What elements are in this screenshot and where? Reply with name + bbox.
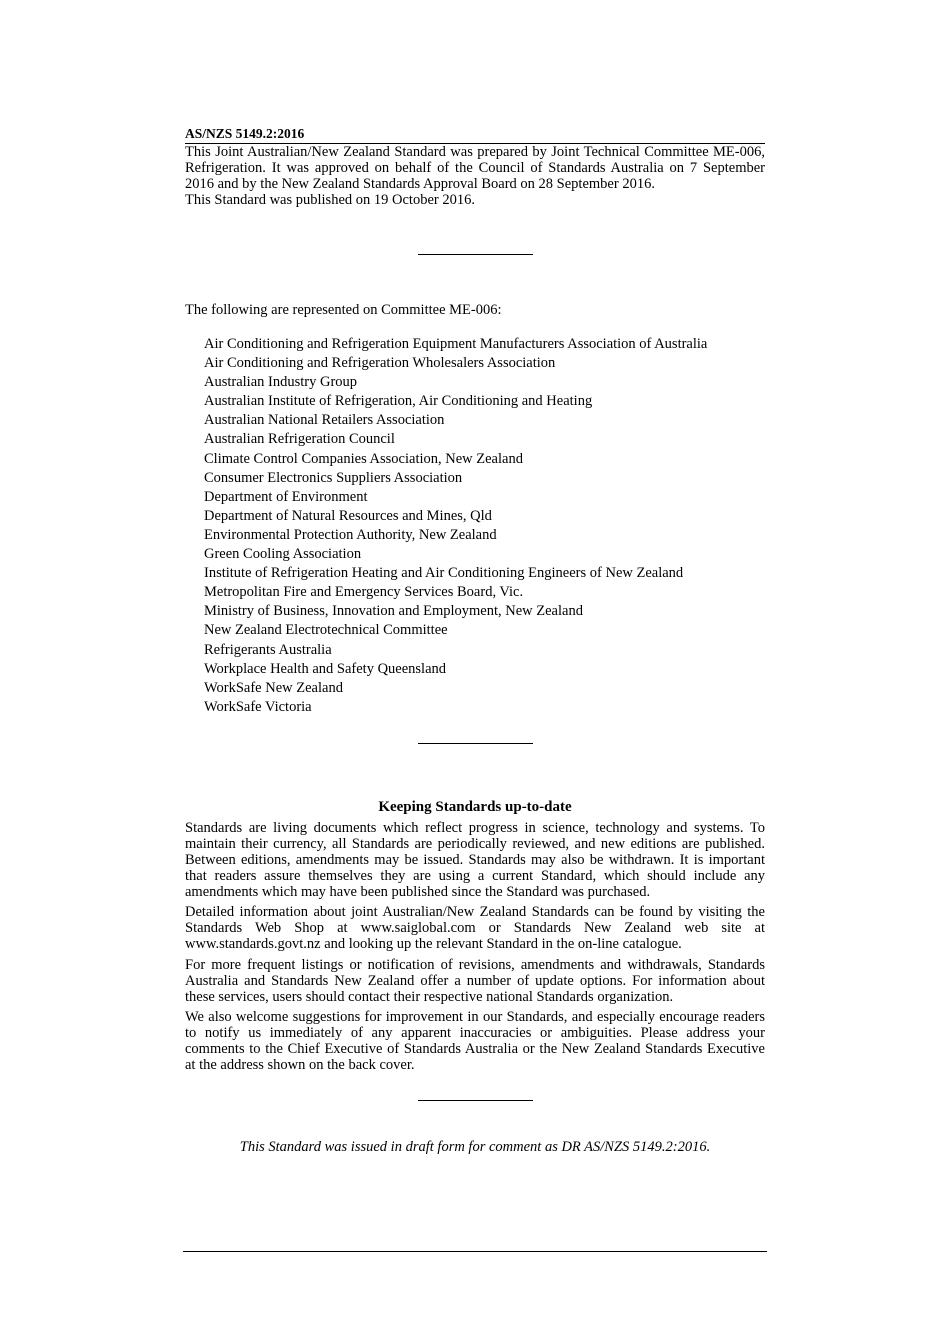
committee-member: Institute of Refrigeration Heating and Air Conditioning Engineers of New Zealand (204, 565, 684, 582)
committee-member: Australian Industry Group (204, 374, 358, 391)
draft-note: This Standard was issued in draft form for comment as DR AS/NZS 5149.2:2016. (239, 1139, 711, 1156)
committee-member: Australian Refrigeration Council (204, 431, 395, 448)
committee-member: Australian National Retailers Association (204, 412, 445, 429)
committee-member: Environmental Protection Authority, New Zealand (204, 526, 497, 543)
publication-date-statement: This Standard was published on 19 October 2016. (185, 192, 475, 208)
committee-member: WorkSafe New Zealand (204, 679, 343, 696)
standard-id: AS/NZS 5149.2:2016 (185, 126, 765, 144)
committee-member: Department of Environment (204, 488, 368, 505)
section-heading: Keeping Standards up-to-date (378, 798, 572, 815)
committee-member: Refrigerants Australia (204, 641, 332, 658)
committee-member: Australian Institute of Refrigeration, Air Conditioning and Heating (204, 393, 593, 410)
section-divider (418, 254, 533, 255)
document-page (185, 126, 765, 1156)
committee-member: Green Cooling Association (204, 546, 362, 563)
committee-intro: The following are represented on Committee ME-006: (185, 302, 502, 318)
body-paragraph: For more frequent listings or notification of revisions, amendments and withdrawals, Standards Australia and Standards New Zealand offer a number of update options. For information about these services, users should contact their respective national Standards organization. (185, 956, 765, 1005)
committee-member: Workplace Health and Safety Queensland (204, 660, 447, 677)
committee-member: New Zealand Electrotechnical Committee (204, 622, 448, 639)
footer-rule (183, 1251, 767, 1252)
committee-member: Air Conditioning and Refrigeration Equipment Manufacturers Association of Australia (204, 336, 708, 352)
body-paragraph: We also welcome suggestions for improvement in our Standards, and especially encourage readers to notify us immediately of any apparent inaccuracies or ambiguities. Please address your comments to the Chief Executive of Standards Australia or the New Zealand Standards Executive at the address shown on the back cover. (185, 1009, 765, 1074)
committee-member: WorkSafe Victoria (204, 698, 312, 715)
section-divider (418, 1100, 533, 1101)
section-divider (418, 743, 533, 744)
committee-member: Metropolitan Fire and Emergency Services Board, Vic. (204, 584, 524, 601)
committee-member-list (185, 335, 765, 717)
committee-member: Department of Natural Resources and Mines, Qld (204, 507, 492, 524)
committee-member: Ministry of Business, Innovation and Employment, New Zealand (204, 603, 583, 620)
committee-member: Consumer Electronics Suppliers Association (204, 469, 463, 486)
committee-member: Climate Control Companies Association, New Zealand (204, 450, 523, 467)
preparation-statement: This Joint Australian/New Zealand Standard was prepared by Joint Technical Committee ME-006, Refrigeration. It was approved on behalf of the Council of Standards Australia on 7 September 2016 and by the New Zealand Standards Approval Board on 28 September 2016. (185, 144, 765, 192)
body-paragraph: Standards are living documents which reflect progress in science, technology and systems. To maintain their currency, all Standards are periodically reviewed, and new editions are published. Between editions, amendments may be issued. Standards may also be withdrawn. It is important that readers assure themselves they are using a current Standard, which should include any amendments which may have been published since the Standard was purchased. (185, 819, 765, 900)
body-paragraph: Detailed information about joint Australian/New Zealand Standards can be found by visiting the Standards Web Shop at www.saiglobal.com or Standards New Zealand web site at www.standards.govt.nz and looking up the relevant Standard in the on-line catalogue. (185, 904, 765, 953)
committee-member: Air Conditioning and Refrigeration Wholesalers Association (204, 355, 556, 372)
